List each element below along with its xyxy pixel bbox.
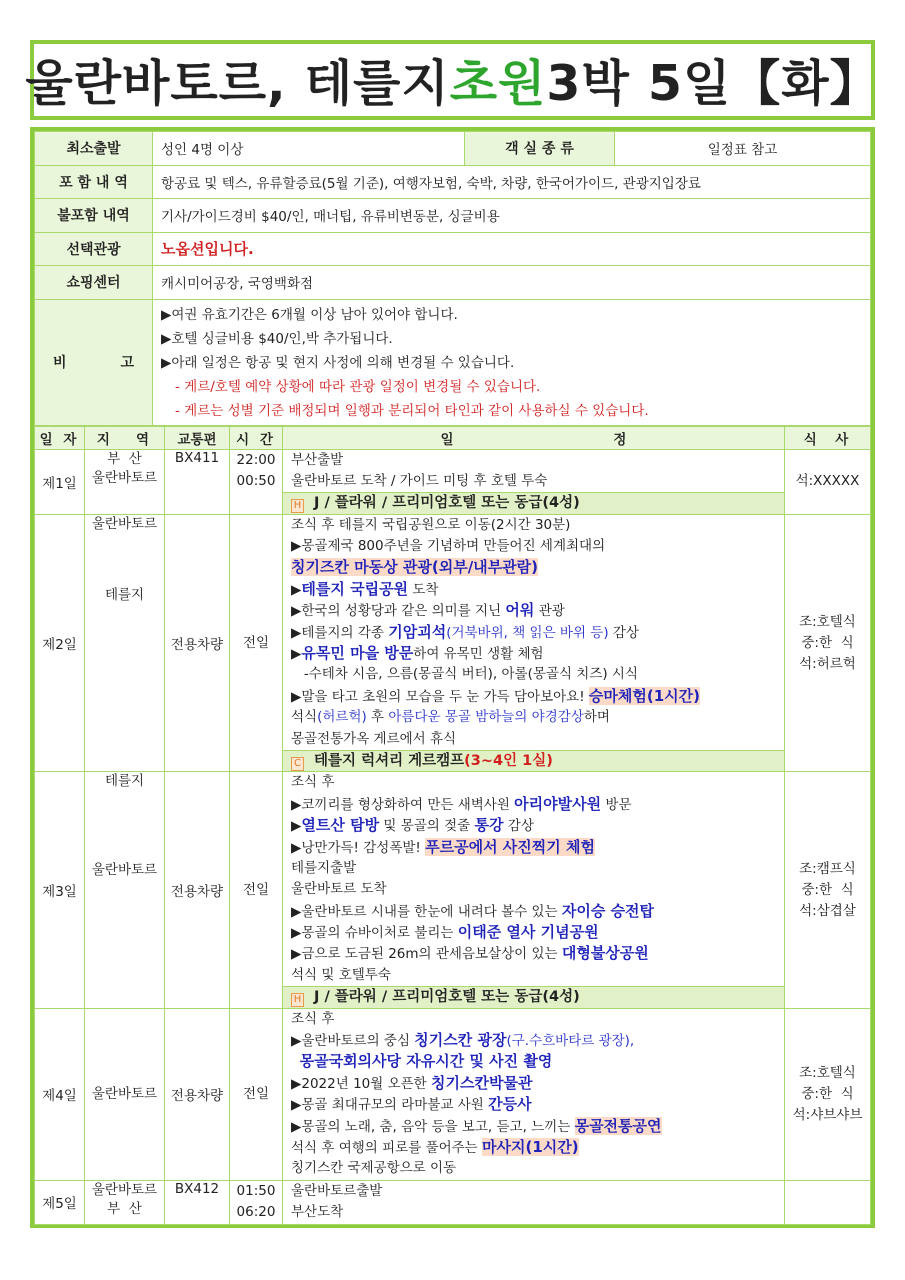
schedule-text: 아름다운 몽골 밤하늘의 야경감상 bbox=[388, 709, 584, 726]
transport-value: 전용차량 bbox=[170, 637, 224, 654]
region-cell bbox=[85, 514, 165, 772]
schedule-text: 아리야발사원 bbox=[514, 794, 602, 813]
schedule-text: ▶테를지의 각종 bbox=[291, 624, 389, 641]
day-label: 제1일 bbox=[35, 449, 85, 514]
schedule-text: 칭기스칸 국제공항으로 이동 bbox=[291, 1160, 457, 1177]
schedule-text: ▶몽골 최대규모의 라마불교 사원 bbox=[291, 1097, 489, 1114]
schedule-text: 테를지출발 bbox=[291, 859, 357, 876]
time-cell bbox=[230, 1180, 283, 1224]
day-label: 제4일 bbox=[35, 1008, 85, 1180]
schedule-cell bbox=[283, 1008, 785, 1180]
schedule-line bbox=[283, 772, 784, 793]
schedule-line bbox=[283, 794, 784, 815]
schedule-text: 조식 후 bbox=[291, 1010, 335, 1027]
room-type-label: 객 실 종 류 bbox=[465, 132, 615, 166]
meal-value: 중:한 식 bbox=[801, 881, 854, 898]
schedule-text: ▶ bbox=[291, 581, 302, 598]
schedule-line bbox=[283, 515, 784, 536]
time-value: 전일 bbox=[242, 634, 270, 651]
schedule-line bbox=[283, 664, 784, 685]
region-list bbox=[85, 1181, 164, 1219]
remark-line: ▶여권 유효기간은 6개월 이상 남아 있어야 합니다. bbox=[161, 307, 458, 323]
schedule-text: 하여 유목민 생활 체험 bbox=[413, 646, 544, 663]
schedule-cell bbox=[283, 449, 785, 514]
region-name: 울란바토르 bbox=[91, 862, 158, 879]
schedule-text: 몽골전통가옥 게르에서 휴식 bbox=[291, 730, 457, 747]
schedule-line bbox=[283, 707, 784, 728]
schedule-line bbox=[283, 686, 784, 707]
schedule-line bbox=[283, 1009, 784, 1030]
region-name: 부 산 bbox=[107, 1200, 142, 1217]
schedule-line bbox=[283, 471, 784, 492]
schedule-line bbox=[283, 1116, 784, 1137]
schedule-text: 이태준 열사 기념공원 bbox=[457, 923, 599, 942]
info-row-shopping bbox=[35, 266, 871, 300]
tour-info-table bbox=[34, 131, 871, 426]
time-cell bbox=[230, 772, 283, 1008]
schedule-text: ▶몽골의 노래, 춤, 음악 등을 보고, 듣고, 느끼는 bbox=[291, 1118, 575, 1135]
header-schedule: 일 정 bbox=[283, 426, 785, 449]
schedule-text: 통강 bbox=[474, 816, 504, 835]
schedule-text: (거북바위, 책 읽은 바위 등) bbox=[446, 624, 609, 641]
hotel-name: 테를지 럭셔리 게르캠프 bbox=[314, 752, 465, 769]
transport-value: 전용차량 bbox=[170, 1088, 224, 1105]
title-part3: 3박 5일【화】 bbox=[546, 55, 880, 112]
schedule-text: ▶ bbox=[291, 646, 302, 663]
schedule-line bbox=[283, 879, 784, 900]
title-part1: 울란바토르, 테를지 bbox=[25, 55, 450, 112]
schedule-text: 어워 bbox=[505, 601, 535, 620]
time-cell bbox=[230, 449, 283, 514]
header-meal: 식 사 bbox=[785, 426, 871, 449]
itinerary-sheet bbox=[30, 127, 875, 1228]
schedule-text: ▶금으로 도금된 26m의 관세음보살상이 있는 bbox=[291, 946, 562, 963]
schedule-line bbox=[283, 1202, 784, 1223]
region-cell bbox=[85, 772, 165, 1008]
time-cell bbox=[230, 1008, 283, 1180]
region-name: 테를지 bbox=[104, 586, 145, 603]
region-list bbox=[85, 515, 164, 605]
region-list bbox=[85, 772, 164, 880]
hotel-name: J / 플라워 / 프리미엄호텔 또는 동급(4성) bbox=[314, 495, 580, 512]
schedule-text: 후 bbox=[366, 709, 389, 726]
room-type-value: 일정표 참고 bbox=[615, 132, 871, 166]
schedule-line bbox=[283, 1030, 784, 1051]
time-cell bbox=[230, 514, 283, 772]
included-label: 포 함 내 역 bbox=[35, 165, 153, 199]
schedule-cell bbox=[283, 772, 785, 1008]
schedule-line bbox=[283, 557, 784, 578]
schedule-text: ▶코끼리를 형상화하여 만든 새벽사원 bbox=[291, 796, 515, 813]
remark-warning: - 게르는 성별 기준 배정되며 일행과 분리되어 타인과 같이 사용하실 수 있습니다. bbox=[175, 403, 649, 419]
shopping-value: 캐시미어공장, 국영백화점 bbox=[153, 266, 871, 300]
schedule-text: 자이승 승전탑 bbox=[561, 901, 655, 920]
schedule-text: ▶낭만가득! 감성폭발! bbox=[291, 839, 426, 856]
day-row bbox=[35, 449, 871, 514]
schedule-text: 칭기스칸 광장 bbox=[414, 1031, 507, 1050]
schedule-text: 푸르공에서 사진찍기 체험 bbox=[425, 837, 595, 856]
schedule-text: (구.수흐바타르 광장), bbox=[506, 1033, 635, 1050]
meal-value: 석:삼겹살 bbox=[799, 902, 856, 919]
transport-cell bbox=[165, 772, 230, 1008]
schedule-line bbox=[283, 901, 784, 922]
schedule-line bbox=[283, 922, 784, 943]
remarks-value bbox=[153, 299, 871, 425]
transport-cell bbox=[165, 449, 230, 514]
schedule-line bbox=[283, 965, 784, 986]
hotel-line bbox=[283, 986, 784, 1007]
hotel-room-info: (3~4인 1실) bbox=[464, 752, 553, 769]
schedule-text: 대형불상공원 bbox=[561, 944, 649, 963]
time-value: 전일 bbox=[242, 1085, 270, 1102]
schedule-text: -수테차 시음, 으름(몽골식 버터), 아롤(몽골식 치즈) 시식 bbox=[291, 666, 639, 683]
schedule-line bbox=[283, 600, 784, 621]
page-title bbox=[25, 40, 880, 120]
hotel-line bbox=[283, 492, 784, 513]
header-day: 일 자 bbox=[35, 426, 85, 449]
time-value: 전일 bbox=[242, 881, 270, 898]
schedule-text: (허르헉) bbox=[317, 709, 367, 726]
schedule-text: ▶2022년 10월 오픈한 bbox=[291, 1075, 431, 1092]
region-name: 울란바토르 bbox=[91, 1181, 158, 1198]
day-label: 제3일 bbox=[35, 772, 85, 1008]
schedule-line bbox=[283, 536, 784, 557]
schedule-text: 기암괴석 bbox=[388, 622, 447, 641]
meal-value: 조:호텔식 bbox=[799, 1064, 856, 1081]
schedule-text: 방문 bbox=[601, 796, 632, 813]
schedule-text: 석식 후 여행의 피로를 풀어주는 bbox=[291, 1140, 482, 1156]
region-cell bbox=[85, 1008, 165, 1180]
day-row bbox=[35, 772, 871, 1008]
schedule-text: 및 몽골의 젖줄 bbox=[379, 818, 475, 835]
info-row-excluded bbox=[35, 199, 871, 233]
info-row-remarks bbox=[35, 299, 871, 425]
schedule-line bbox=[283, 837, 784, 858]
excluded-value: 기사/가이드경비 $40/인, 매너팁, 유류비변동분, 싱글비용 bbox=[153, 199, 871, 233]
region-list bbox=[85, 450, 164, 488]
info-row-min-departure bbox=[35, 132, 871, 166]
time-value: 06:20 bbox=[236, 1203, 276, 1220]
hotel-name: J / 플라워 / 프리미엄호텔 또는 동급(4성) bbox=[314, 989, 580, 1006]
schedule-text: 감상 bbox=[503, 818, 534, 835]
region-list bbox=[85, 1085, 164, 1104]
meal-value: 석:샤브샤브 bbox=[792, 1106, 863, 1123]
schedule-cell bbox=[283, 514, 785, 772]
schedule-text: 칭기스칸박물관 bbox=[431, 1073, 533, 1092]
included-value: 항공료 및 텍스, 유류할증료(5월 기준), 여행자보험, 숙박, 차량, 한국어가이드, 관광지입장료 bbox=[153, 165, 871, 199]
info-row-optional bbox=[35, 232, 871, 266]
schedule-text: 열트산 탐방 bbox=[301, 816, 380, 835]
meal-value: 조:캠프식 bbox=[799, 860, 856, 877]
meal-value: 중:한 식 bbox=[801, 1085, 854, 1102]
itinerary-table bbox=[34, 426, 871, 1225]
header-time: 시 간 bbox=[230, 426, 283, 449]
remark-warning: - 게르/호텔 예약 상황에 따라 관광 일정이 변경될 수 있습니다. bbox=[175, 379, 541, 395]
hotel-line bbox=[283, 750, 784, 771]
remarks-label: 비 고 bbox=[35, 299, 153, 425]
camp-icon: C bbox=[291, 757, 304, 771]
schedule-line bbox=[283, 729, 784, 750]
day-row bbox=[35, 514, 871, 772]
schedule-line bbox=[283, 1051, 784, 1072]
transport-value: BX412 bbox=[174, 1180, 220, 1197]
schedule-text: ▶말을 타고 초원의 모습을 두 눈 가득 담아보아요! bbox=[291, 688, 589, 705]
schedule-text: 도착 bbox=[408, 581, 439, 598]
optional-value: 노옵션입니다. bbox=[153, 232, 871, 266]
min-departure-label: 최소출발 bbox=[35, 132, 153, 166]
schedule-text: 석식 bbox=[291, 709, 318, 726]
meal-cell bbox=[785, 449, 871, 514]
schedule-line bbox=[283, 858, 784, 879]
excluded-label: 불포함 내역 bbox=[35, 199, 153, 233]
schedule-line bbox=[283, 579, 784, 600]
schedule-cell bbox=[283, 1180, 785, 1224]
schedule-text: 마사지(1시간) bbox=[482, 1138, 579, 1156]
transport-cell bbox=[165, 1008, 230, 1180]
region-name: 테를지 bbox=[104, 773, 145, 790]
shopping-label: 쇼핑센터 bbox=[35, 266, 153, 300]
optional-label: 선택관광 bbox=[35, 232, 153, 266]
schedule-text: ▶울란바토르 시내를 한눈에 내려다 볼수 있는 bbox=[291, 903, 562, 920]
header-region: 지 역 bbox=[85, 426, 165, 449]
schedule-text: 조식 후 테를지 국립공원으로 이동(2시간 30분) bbox=[291, 516, 571, 533]
region-name: 울란바토르 bbox=[91, 515, 158, 532]
schedule-text bbox=[291, 1054, 300, 1070]
transport-value: 전용차량 bbox=[170, 884, 224, 900]
day-row bbox=[35, 1008, 871, 1180]
schedule-text: 부산출발 bbox=[291, 451, 344, 468]
remark-line: ▶호텔 싱글비용 $40/인,박 추가됩니다. bbox=[161, 331, 393, 347]
schedule-line bbox=[283, 815, 784, 836]
schedule-text: 울란바토르출발 bbox=[291, 1182, 383, 1199]
transport-value: BX411 bbox=[174, 449, 220, 466]
header-transport: 교통편 bbox=[165, 426, 230, 449]
schedule-line bbox=[283, 1181, 784, 1202]
schedule-text: 관광 bbox=[534, 603, 565, 620]
schedule-line bbox=[283, 643, 784, 664]
meal-cell bbox=[785, 772, 871, 1008]
schedule-text: 조식 후 bbox=[291, 774, 335, 791]
transport-cell bbox=[165, 1180, 230, 1224]
schedule-line bbox=[283, 1137, 784, 1158]
schedule-text: ▶울란바토르의 중심 bbox=[291, 1033, 415, 1050]
time-value: 00:50 bbox=[236, 472, 276, 489]
meal-cell bbox=[785, 514, 871, 772]
meal-cell bbox=[785, 1180, 871, 1224]
schedule-text: 테를지 국립공원 bbox=[301, 579, 409, 598]
region-name: 울란바토르 bbox=[91, 469, 158, 486]
transport-cell bbox=[165, 514, 230, 772]
schedule-line bbox=[283, 450, 784, 471]
min-departure-value: 성인 4명 이상 bbox=[153, 132, 465, 166]
region-cell bbox=[85, 1180, 165, 1224]
day-row bbox=[35, 1180, 871, 1224]
schedule-line bbox=[283, 1073, 784, 1094]
schedule-text: 부산도착 bbox=[291, 1204, 344, 1221]
day-label: 제5일 bbox=[35, 1180, 85, 1224]
info-row-included bbox=[35, 165, 871, 199]
schedule-text: 몽골국회의사당 자유시간 및 사진 촬영 bbox=[299, 1052, 553, 1071]
time-value: 22:00 bbox=[236, 451, 276, 468]
schedule-text: ▶ bbox=[291, 818, 302, 835]
day-label: 제2일 bbox=[35, 514, 85, 772]
time-value: 01:50 bbox=[236, 1182, 276, 1199]
title-highlight: 초원 bbox=[449, 55, 547, 112]
schedule-text: 유목민 마을 방문 bbox=[301, 644, 414, 663]
meal-value: 중:한 식 bbox=[801, 634, 854, 651]
remark-line: ▶아래 일정은 항공 및 현지 사정에 의해 변경될 수 있습니다. bbox=[161, 355, 515, 371]
schedule-text: 칭기즈칸 마동상 관광(외부/내부관람) bbox=[291, 558, 538, 577]
meal-cell bbox=[785, 1008, 871, 1180]
schedule-text: 간등사 bbox=[488, 1095, 532, 1114]
hotel-icon: H bbox=[291, 993, 304, 1007]
schedule-text: ▶몽골의 슈바이처로 불리는 bbox=[291, 925, 458, 942]
region-name: 부 산 bbox=[107, 450, 142, 467]
schedule-text: 울란바토르 도착 bbox=[291, 881, 387, 898]
region-cell bbox=[85, 449, 165, 514]
meal-value: 조:호텔식 bbox=[799, 613, 856, 630]
meal-value: 석:허르헉 bbox=[799, 655, 856, 672]
schedule-line bbox=[283, 1158, 784, 1179]
schedule-text: 몽골전통공연 bbox=[574, 1116, 662, 1135]
hotel-icon: H bbox=[291, 499, 304, 513]
schedule-text: 석식 및 호텔투숙 bbox=[291, 966, 391, 983]
schedule-line bbox=[283, 943, 784, 964]
schedule-text: 승마체험(1시간) bbox=[588, 686, 700, 705]
meal-value: 석:XXXXX bbox=[795, 473, 860, 490]
schedule-text: ▶한국의 성황당과 같은 의미를 지닌 bbox=[291, 603, 506, 620]
schedule-text: 울란바토르 도착 / 가이드 미팅 후 호텔 투숙 bbox=[291, 472, 548, 489]
schedule-text: 감상 bbox=[608, 624, 639, 641]
schedule-line bbox=[283, 1094, 784, 1115]
schedule-text: ▶몽골제국 800주년을 기념하며 만들어진 세계최대의 bbox=[291, 538, 606, 555]
schedule-text: 하며 bbox=[583, 709, 610, 726]
region-name: 울란바토르 bbox=[91, 1085, 158, 1102]
itinerary-header-row bbox=[35, 426, 871, 449]
schedule-line bbox=[283, 622, 784, 643]
